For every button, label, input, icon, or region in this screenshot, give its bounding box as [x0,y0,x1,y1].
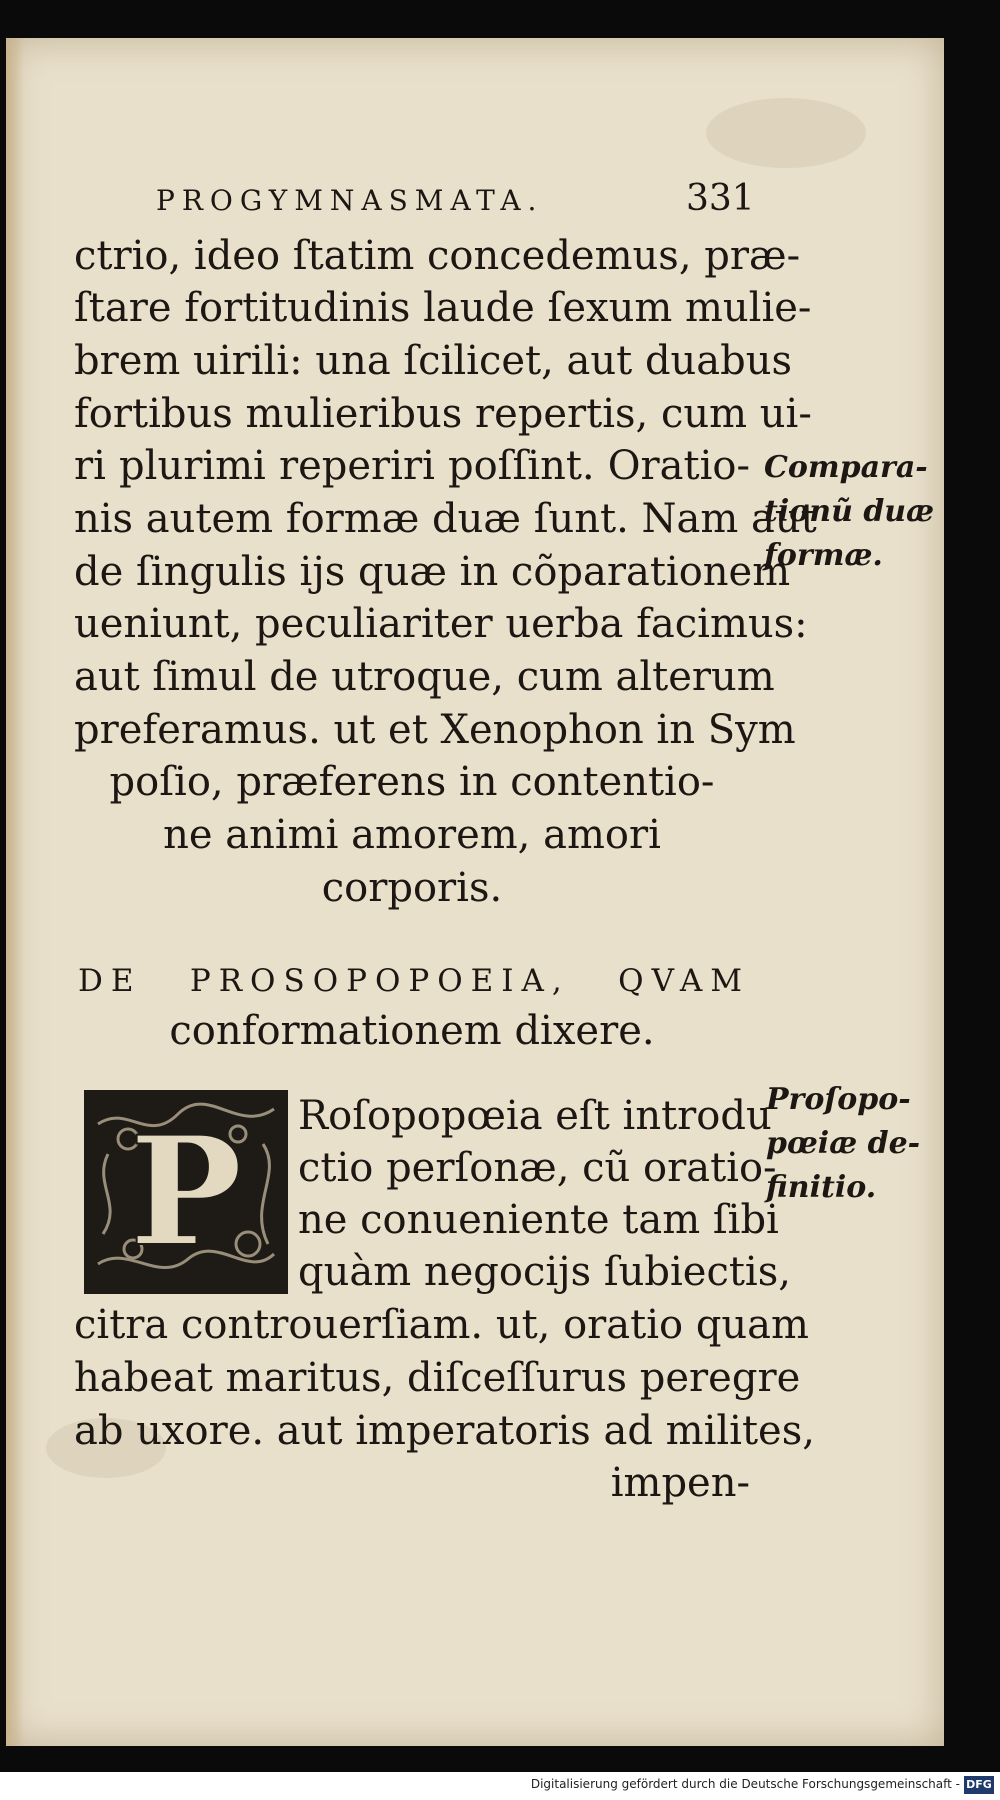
initial-letter-glyph: P [129,1104,243,1280]
body-line: Roſopopœia eſt introdu [298,1093,772,1139]
margin-note-line: tionũ duæ [764,494,935,529]
dfg-logo: DFG [964,1776,994,1794]
running-title: PROGYMNASMATA. [156,184,544,217]
ornament-initial-graphic [88,1094,284,1290]
margin-note-line: Compara- [764,450,928,485]
catchword: impen- [610,1460,750,1506]
section-subheading: conformationem dixere. [169,1008,655,1054]
body-line: poſio, præferens in contentio- [109,759,715,805]
margin-note-line: formæ. [764,538,883,573]
footer-bar [0,1772,1000,1800]
body-line: nis autem formæ duæ ſunt. Nam aut [74,496,817,542]
body-line: quàm negocijs ſubiectis, [298,1249,791,1295]
body-line: ab uxore. aut imperatoris ad milites, [74,1408,815,1454]
margin-note-prosopopoeiae [766,1078,920,1210]
body-line: ri plurimi reperiri poſſint. Oratio- [74,443,750,489]
margin-note-line: finitio. [766,1170,877,1205]
margin-note-line: pœiæ de- [766,1126,921,1161]
page-gutter-shadow [6,38,24,1746]
body-line: ctrio, ideo ſtatim concedemus, præ- [74,233,801,279]
section-heading: DE PROSOPOPOEIA, QVAM [78,963,750,999]
body-line: ctio perſonæ, cũ oratio- [298,1145,777,1191]
body-line: fortibus mulieribus repertis, cum ui- [74,391,812,437]
book-page [6,38,944,1746]
body-line: ſtare fortitudinis laude ſexum mulie- [74,285,812,331]
body-line: corporis. [321,865,503,911]
margin-note-comparationum [764,446,934,578]
body-line: habeat maritus, diſceſſurus peregre [74,1355,801,1401]
body-line: citra controuerſiam. ut, oratio quam [74,1302,809,1348]
running-head [156,178,756,228]
body-line: brem uirili: una ſcilicet, aut duabus [74,338,793,384]
body-line: ne conueniente tam ſibi [298,1197,779,1243]
footer-credit: Digitalisierung gefördert durch die Deutsche Forschungsgemeinschaft - [530,1777,960,1791]
decorated-initial-letter [84,1090,288,1294]
paper-stain [706,98,866,168]
body-line: ne animi amorem, amori [163,812,661,858]
body-line: ueniunt, peculiariter uerba facimus: [74,601,808,647]
margin-note-line: Proſopo- [766,1082,911,1117]
body-line: aut ſimul de utroque, cum alterum [74,654,775,700]
body-line: preferamus. ut et Xenophon in Sym [74,707,796,753]
page-number: 331 [686,178,755,219]
body-line: de ſingulis ijs quæ in cõparationem [74,549,791,595]
